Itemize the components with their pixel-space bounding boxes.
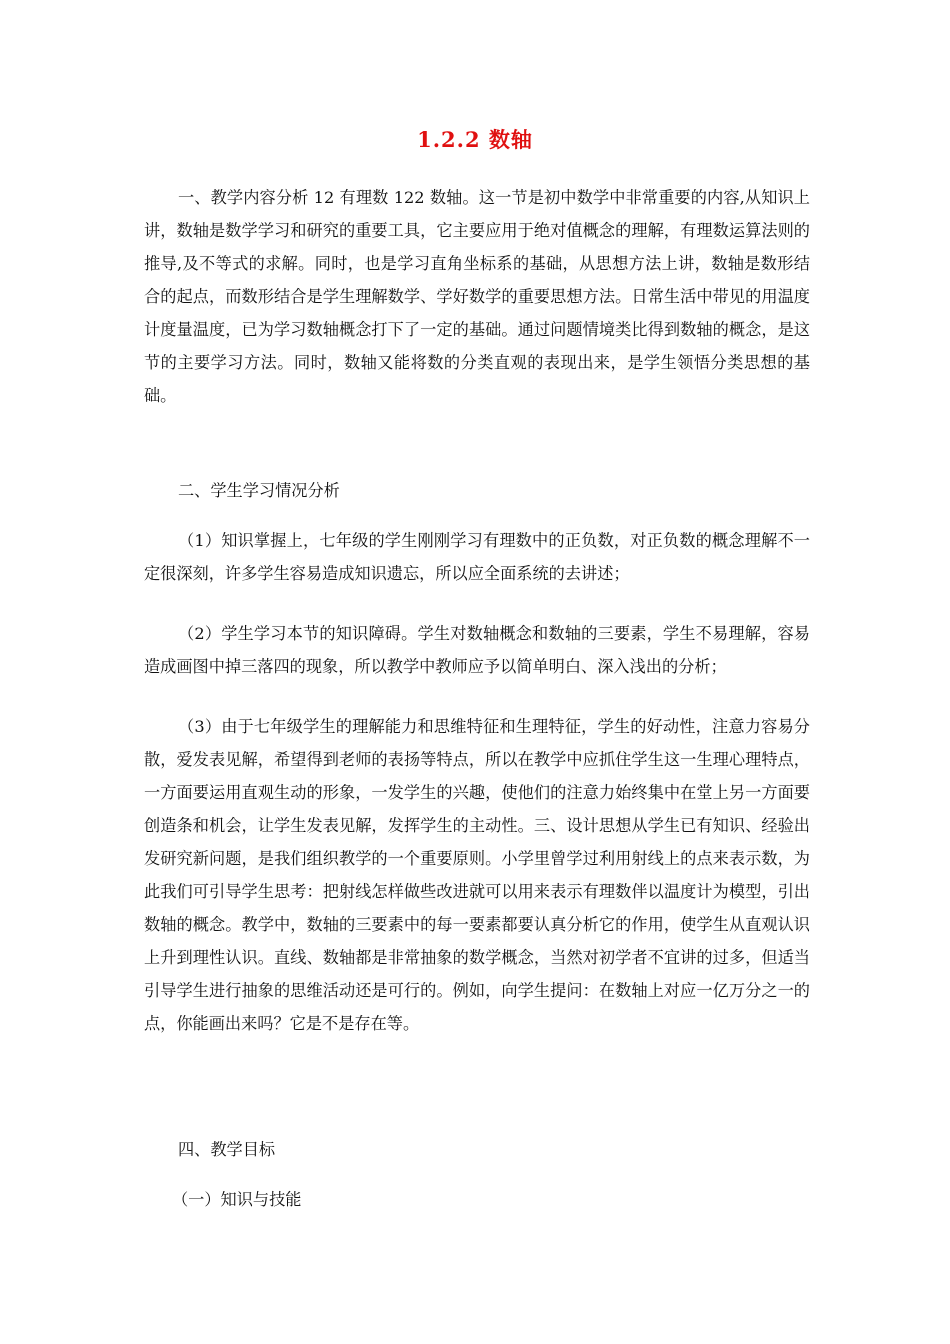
paragraph-point-3: （3）由于七年级学生的理解能力和思维特征和生理特征，学生的好动性，注意力容易分散，爱发表见解，希望得到老师的表扬等特点，所以在教学中应抓住学生这一生理心理特点，一方面要运用直观生动的形象，一发学生的兴趣，使他们的注意力始终集中在堂上另一方面要创造条和机会，让学生发表见解，发挥学生的主动性。三、设计思想从学生已有知识、经验出发研究新问题，是我们组织教学的一个重要原则。小学里曾学过利用射线上的点来表示数，为此我们可引导学生思考：把射线怎样做些改进就可以用来表示有理数伴以温度计为模型，引出数轴的概念。教学中，数轴的三要素中的每一要素都要认真分析它的作用，使学生从直观认识上升到理性认识。直线、数轴都是非常抽象的数学概念，当然对初学者不宜讲的过多，但适当引导学生进行抽象的思维活动还是可行的。例如，向学生提问：在数轴上对应一亿万分之一的点，你能画出来吗？它是不是存在等。 (144, 717, 810, 1033)
paragraph-point-2: （2）学生学习本节的知识障碍。学生对数轴概念和数轴的三要素，学生不易理解，容易造成画图中掉三落四的现象，所以教学中教师应予以简单明白、深入浅出的分析； (144, 624, 810, 676)
heading-knowledge-skills: （一）知识与技能 (172, 1190, 302, 1209)
paragraph-point-1: （1）知识掌握上，七年级的学生刚刚学习有理数中的正负数，对正负数的概念理解不一定很深刻，许多学生容易造成知识遗忘，所以应全面系统的去讲述； (144, 531, 810, 583)
document-title: 1.2.2 数轴 (417, 127, 533, 152)
paragraph-content-analysis: 一、教学内容分析 12 有理数 122 数轴。这一节是初中数学中非常重要的内容,从知识上讲，数轴是数学学习和研究的重要工具，它主要应用于绝对值概念的理解，有理数运算法则的推导,及不等式的求解。同时，也是学习直角坐标系的基础，从思想方法上讲，数轴是数形结合的起点，而数形结合是学生理解数学、学好数学的重要思想方法。日常生活中带见的用温度计度量温度，已为学习数轴概念打下了一定的基础。通过问题情境类比得到数轴的概念，是这节的主要学习方法。同时，数轴又能将数的分类直观的表现出来，是学生领悟分类思想的基础。 (144, 188, 810, 405)
heading-student-analysis: 二、学生学习情况分析 (178, 481, 340, 500)
heading-teaching-goals: 四、教学目标 (178, 1140, 276, 1159)
